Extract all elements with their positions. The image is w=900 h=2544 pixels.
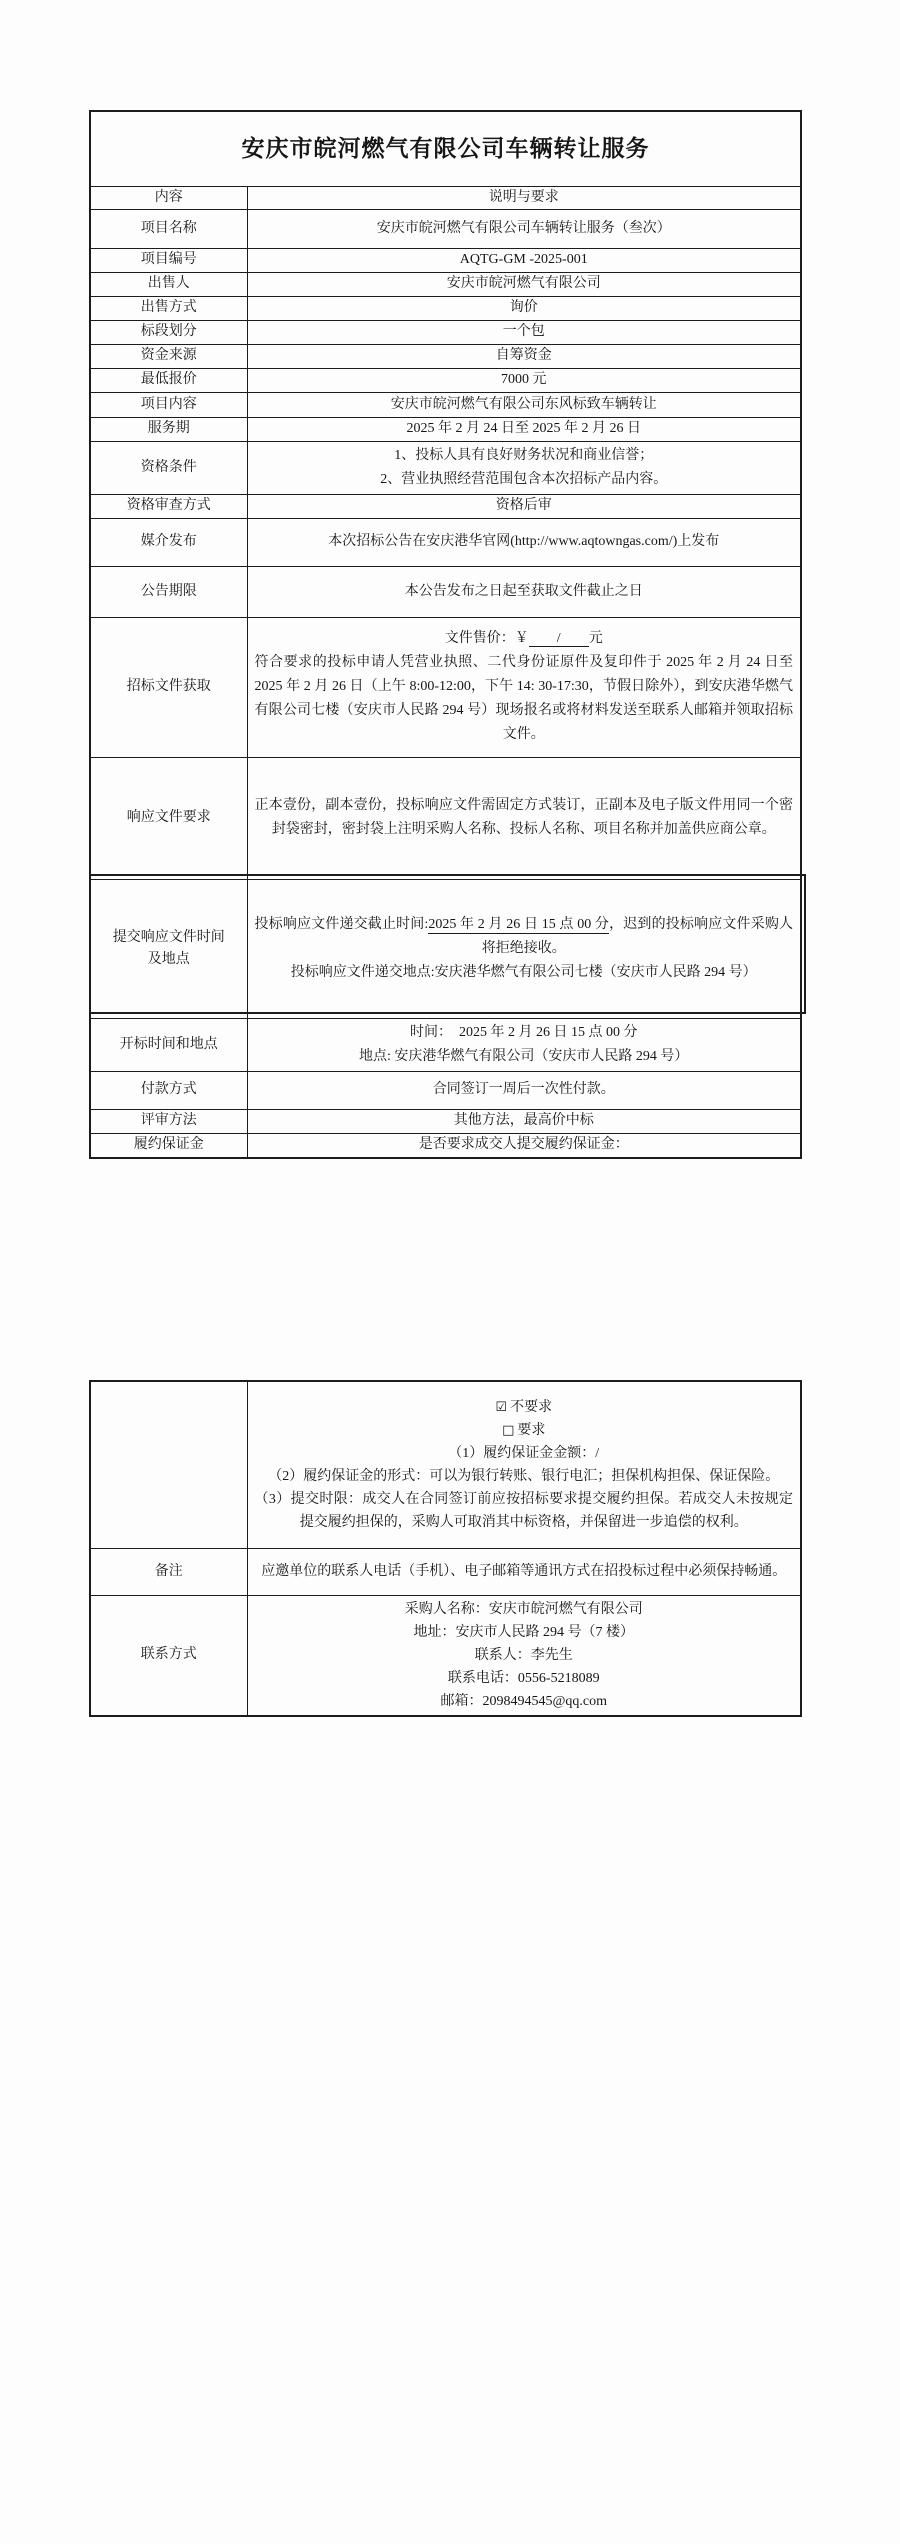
row-bond-options bbox=[90, 1381, 801, 1548]
row-project-name bbox=[90, 209, 801, 248]
evaluation-label: 评审方法 bbox=[90, 1109, 247, 1133]
bond-option-yes-label: 要求 bbox=[517, 1422, 546, 1438]
row-sale-method bbox=[90, 296, 801, 320]
doc-obtain-value bbox=[247, 617, 801, 757]
doc-price-line bbox=[248, 627, 801, 651]
bond-item-2: （2）履约保证金的形式：可以为银行转账、银行电汇；担保机构担保、保证保险。 bbox=[268, 1468, 780, 1484]
bond-option-no-line bbox=[248, 1396, 801, 1419]
contact-label: 联系方式 bbox=[90, 1595, 247, 1716]
doc-price-blank-underline: / bbox=[528, 631, 589, 646]
row-seller bbox=[90, 272, 801, 296]
min-price-value: 7000 元 bbox=[247, 368, 801, 392]
row-evaluation bbox=[90, 1109, 801, 1133]
funding-label: 资金来源 bbox=[90, 344, 247, 368]
project-content-label: 项目内容 bbox=[90, 392, 247, 417]
qualification-line-1: 1、投标人具有良好财务状况和商业信誉； bbox=[394, 447, 654, 463]
bond-label: 履约保证金 bbox=[90, 1133, 247, 1158]
contact-phone: 联系电话：0556-5218089 bbox=[447, 1670, 600, 1686]
checked-checkbox-icon: ☑ bbox=[495, 1399, 508, 1415]
project-code-value: AQTG-GM -2025-001 bbox=[247, 248, 801, 272]
doc-price-suffix: 元 bbox=[588, 631, 603, 646]
review-method-label: 资格审查方式 bbox=[90, 494, 247, 518]
submit-place-line: 投标响应文件递交地点:安庆港华燃气有限公司七楼（安庆市人民路 294 号） bbox=[290, 964, 757, 980]
row-contact bbox=[90, 1595, 801, 1716]
bond-detail-table bbox=[89, 1380, 802, 1717]
row-remark bbox=[90, 1548, 801, 1595]
submit-value bbox=[247, 879, 801, 1018]
row-min-price bbox=[90, 368, 801, 392]
row-qualification bbox=[90, 441, 801, 494]
contact-email: 邮箱：2098494545@qq.com bbox=[440, 1693, 607, 1709]
row-sections bbox=[90, 320, 801, 344]
header-desc-label: 说明与要求 bbox=[247, 186, 801, 209]
header-content-label: 内容 bbox=[90, 186, 247, 209]
submit-label-line-1: 提交响应文件时间 bbox=[112, 929, 225, 945]
row-project-content bbox=[90, 392, 801, 417]
doc-price-prefix: 文件售价：￥ bbox=[444, 631, 529, 646]
project-name-label: 项目名称 bbox=[90, 209, 247, 248]
response-req-paragraph: 正本壹份，副本壹份，投标响应文件需固定方式装订，正副本及电子版文件用同一个密封袋密封，密封袋上注明采购人名称、投标人名称、项目名称并加盖供应商公章。 bbox=[254, 798, 793, 837]
submit-label bbox=[90, 879, 247, 1018]
bond-item-3: （3）提交时限：成交人在合同签订前应按招标要求提交履约担保。若成交人未按规定提交履约担保的，采购人可取消其中标资格，并保留进一步追偿的权利。 bbox=[254, 1491, 793, 1530]
submit-deadline-prefix: 投标响应文件递交截止时间: bbox=[254, 916, 429, 932]
bond-option-no-label: 不要求 bbox=[510, 1399, 553, 1415]
notice-period-value: 本公告发布之日起至获取文件截止之日 bbox=[247, 566, 801, 617]
row-bond bbox=[90, 1133, 801, 1158]
bond-options-empty-label bbox=[90, 1381, 247, 1548]
row-response-req bbox=[90, 757, 801, 879]
sale-method-value: 询价 bbox=[247, 296, 801, 320]
contact-address: 地址：安庆市人民路 294 号（7 楼） bbox=[413, 1624, 634, 1640]
row-payment bbox=[90, 1071, 801, 1109]
qualification-value bbox=[247, 441, 801, 494]
doc-obtain-paragraph: 符合要求的投标申请人凭营业执照、二代身份证原件及复印件于 2025 年 2 月 24 日至 2025 年 2 月 26 日（上午 8:00-12:00，下午 14: 30-17:30，节假日除外），到安庆港华燃气有限公司七楼（安庆市人民路 294 号）现场报名或将材料发送至联系人邮箱并领取招标文件。 bbox=[254, 655, 793, 742]
seller-label: 出售人 bbox=[90, 272, 247, 296]
opening-time-line: 时间： 2025 年 2 月 26 日 15 点 00 分 bbox=[410, 1024, 638, 1040]
bond-option-yes-line bbox=[248, 1419, 801, 1442]
remark-paragraph: 应邀单位的联系人电话（手机）、电子邮箱等通讯方式在招投标过程中必须保持畅通。 bbox=[261, 1563, 787, 1579]
row-submit-time-place bbox=[90, 879, 801, 1018]
service-period-label: 服务期 bbox=[90, 417, 247, 441]
contact-buyer-name: 采购人名称：安庆市皖河燃气有限公司 bbox=[404, 1601, 643, 1617]
sale-method-label: 出售方式 bbox=[90, 296, 247, 320]
qualification-line-2: 2、营业执照经营范围包含本次招标产品内容。 bbox=[380, 471, 668, 487]
project-name-value: 安庆市皖河燃气有限公司车辆转让服务（叁次） bbox=[247, 209, 801, 248]
media-value: 本次招标公告在安庆港华官网(http://www.aqtowngas.com/)上发布 bbox=[247, 518, 801, 566]
opening-label: 开标时间和地点 bbox=[90, 1018, 247, 1071]
row-project-code bbox=[90, 248, 801, 272]
row-media bbox=[90, 518, 801, 566]
response-req-label: 响应文件要求 bbox=[90, 757, 247, 879]
unchecked-checkbox-icon: □ bbox=[502, 1422, 515, 1438]
document-title: 安庆市皖河燃气有限公司车辆转让服务 bbox=[90, 111, 801, 186]
min-price-label: 最低报价 bbox=[90, 368, 247, 392]
row-service-period bbox=[90, 417, 801, 441]
tender-info-table bbox=[89, 110, 802, 1159]
submit-label-line-2: 及地点 bbox=[147, 951, 190, 967]
media-label: 媒介发布 bbox=[90, 518, 247, 566]
evaluation-value: 其他方法，最高价中标 bbox=[247, 1109, 801, 1133]
qualification-label: 资格条件 bbox=[90, 441, 247, 494]
row-notice-period bbox=[90, 566, 801, 617]
payment-label: 付款方式 bbox=[90, 1071, 247, 1109]
remark-value bbox=[247, 1548, 801, 1595]
title-row bbox=[90, 111, 801, 186]
response-req-value bbox=[247, 757, 801, 879]
sections-label: 标段划分 bbox=[90, 320, 247, 344]
submit-deadline-suffix: ，迟到的投标响应文件采购人将拒绝接收。 bbox=[481, 916, 794, 956]
submit-deadline-underlined: 2025 年 2 月 26 日 15 点 00 分 bbox=[428, 916, 610, 932]
service-period-value: 2025 年 2 月 24 日至 2025 年 2 月 26 日 bbox=[247, 417, 801, 441]
project-code-label: 项目编号 bbox=[90, 248, 247, 272]
contact-person: 联系人：李先生 bbox=[474, 1647, 573, 1663]
contact-value bbox=[247, 1595, 801, 1716]
bond-options-value bbox=[247, 1381, 801, 1548]
row-review-method bbox=[90, 494, 801, 518]
remark-label: 备注 bbox=[90, 1548, 247, 1595]
bond-value: 是否要求成交人提交履约保证金： bbox=[247, 1133, 801, 1158]
opening-value bbox=[247, 1018, 801, 1071]
table-header-row bbox=[90, 186, 801, 209]
bond-item-1: （1）履约保证金金额：/ bbox=[448, 1445, 600, 1461]
row-opening bbox=[90, 1018, 801, 1071]
submit-deadline-paragraph bbox=[248, 913, 801, 961]
doc-obtain-label: 招标文件获取 bbox=[90, 617, 247, 757]
project-content-value: 安庆市皖河燃气有限公司东风标致车辆转让 bbox=[247, 392, 801, 417]
opening-place-line: 地点: 安庆港华燃气有限公司（安庆市人民路 294 号） bbox=[359, 1048, 689, 1064]
review-method-value: 资格后审 bbox=[247, 494, 801, 518]
sections-value: 一个包 bbox=[247, 320, 801, 344]
seller-value: 安庆市皖河燃气有限公司 bbox=[247, 272, 801, 296]
row-doc-obtain bbox=[90, 617, 801, 757]
notice-period-label: 公告期限 bbox=[90, 566, 247, 617]
payment-value: 合同签订一周后一次性付款。 bbox=[247, 1071, 801, 1109]
row-funding bbox=[90, 344, 801, 368]
funding-value: 自筹资金 bbox=[247, 344, 801, 368]
